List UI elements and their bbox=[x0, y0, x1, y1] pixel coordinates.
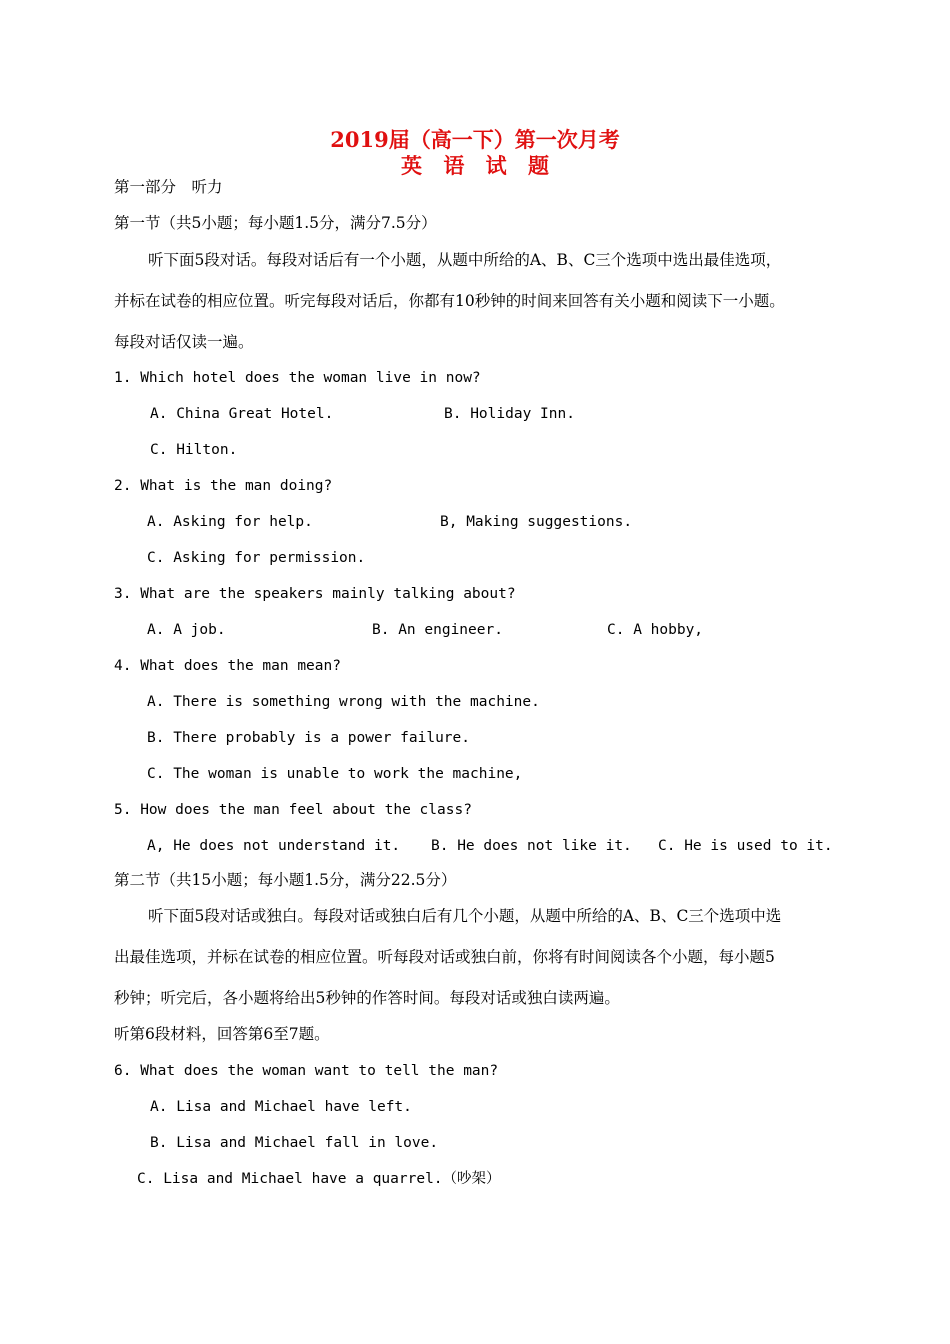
section2-instruction-1: 听下面5段对话或独白。每段对话或独白后有几个小题，从题中所给的A、B、C三个选项中选 bbox=[148, 907, 782, 925]
q3-option-c: C. A hobby, bbox=[607, 622, 704, 638]
q1-option-b: B. Holiday Inn. bbox=[444, 406, 575, 422]
section2-instruction-3: 秒钟；听完后，各小题将给出5秒钟的作答时间。每段对话或独白读两遍。 bbox=[114, 989, 620, 1007]
q4-option-b: B. There probably is a power failure. bbox=[147, 730, 471, 746]
section2-heading: 第二节（共15小题；每小题1.5分，满分22.5分） bbox=[114, 871, 457, 889]
q6-option-a: A. Lisa and Michael have left. bbox=[150, 1099, 412, 1115]
q6-option-b: B. Lisa and Michael fall in love. bbox=[150, 1135, 439, 1151]
part1-heading: 第一部分 听力 bbox=[114, 178, 223, 196]
q2-option-a: A. Asking for help. bbox=[147, 514, 313, 530]
q2-option-c: C. Asking for permission. bbox=[147, 550, 366, 566]
q3-option-a: A. A job. bbox=[147, 622, 226, 638]
q5-option-c: C. He is used to it. bbox=[658, 838, 833, 854]
q5-option-a: A, He does not understand it. bbox=[147, 838, 401, 854]
q4-option-a: A. There is something wrong with the machine. bbox=[147, 694, 540, 710]
material6-heading: 听第6段材料，回答第6至7题。 bbox=[114, 1025, 330, 1043]
q6-option-c: C. Lisa and Michael have a quarrel.（吵架） bbox=[137, 1171, 501, 1187]
q2-option-b: B, Making suggestions. bbox=[440, 514, 633, 530]
q2-stem: 2. What is the man doing? bbox=[114, 478, 333, 494]
q1-stem: 1. Which hotel does the woman live in now? bbox=[114, 370, 481, 386]
section1-heading: 第一节（共5小题；每小题1.5分，满分7.5分） bbox=[114, 214, 437, 232]
q1-option-a: A. China Great Hotel. bbox=[150, 406, 334, 422]
q5-stem: 5. How does the man feel about the class? bbox=[114, 802, 472, 818]
exam-subtitle: 英 语 试 题 bbox=[401, 153, 549, 178]
q3-option-b: B. An engineer. bbox=[372, 622, 503, 638]
q4-stem: 4. What does the man mean? bbox=[114, 658, 341, 674]
section1-instruction-3: 每段对话仅读一遍。 bbox=[114, 333, 254, 351]
exam-title: 2019届（高一下）第一次月考 bbox=[330, 127, 620, 152]
q4-option-c: C. The woman is unable to work the machine, bbox=[147, 766, 523, 782]
q6-stem: 6. What does the woman want to tell the man? bbox=[114, 1063, 499, 1079]
q5-option-b: B. He does not like it. bbox=[431, 838, 632, 854]
section1-instruction-1: 听下面5段对话。每段对话后有一个小题，从题中所给的A、B、C三个选项中选出最佳选项， bbox=[148, 251, 782, 269]
section2-instruction-2: 出最佳选项，并标在试卷的相应位置。听每段对话或独白前，你将有时间阅读各个小题，每小题5 bbox=[114, 948, 775, 966]
q1-option-c: C. Hilton. bbox=[150, 442, 238, 458]
section1-instruction-2: 并标在试卷的相应位置。听完每段对话后，你都有10秒钟的时间来回答有关小题和阅读下一小题。 bbox=[114, 292, 785, 310]
q3-stem: 3. What are the speakers mainly talking about? bbox=[114, 586, 516, 602]
